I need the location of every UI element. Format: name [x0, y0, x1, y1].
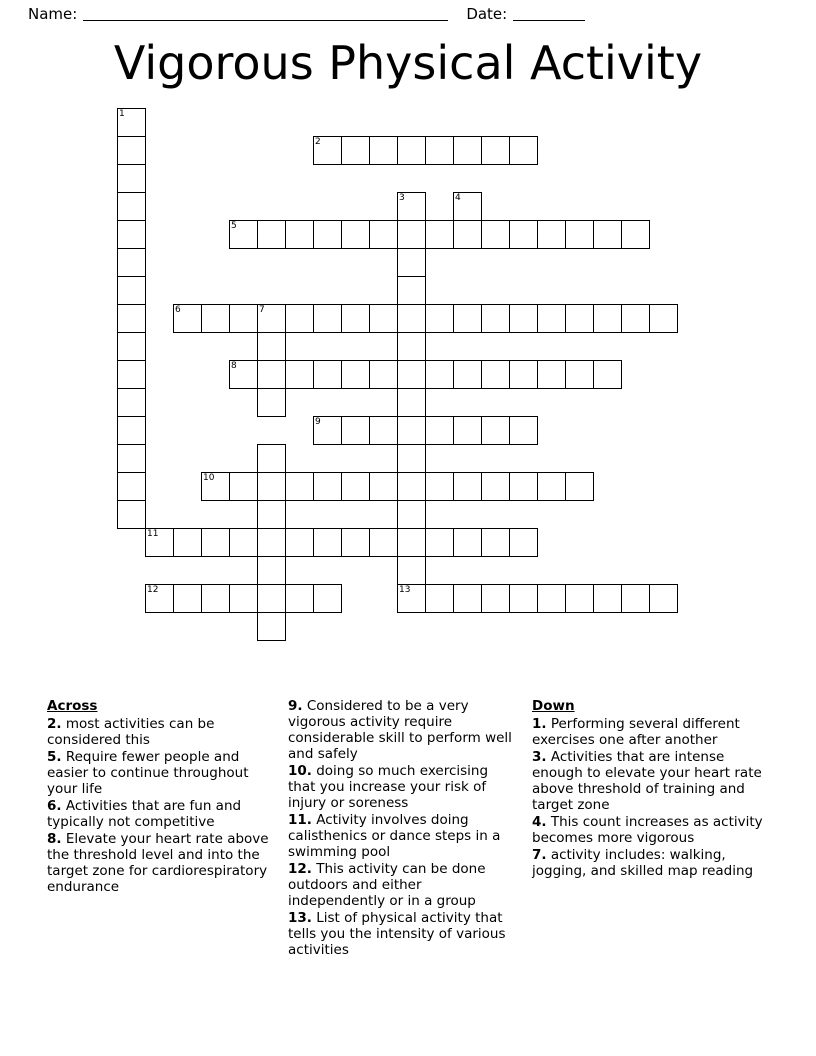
- crossword-cell[interactable]: [453, 584, 482, 613]
- crossword-cell[interactable]: [397, 276, 426, 305]
- crossword-cell[interactable]: [425, 416, 454, 445]
- crossword-cell[interactable]: [257, 556, 286, 585]
- crossword-cell[interactable]: [257, 388, 286, 417]
- clue-item: [288, 763, 516, 811]
- crossword-cell[interactable]: [285, 584, 314, 613]
- name-label: Name:: [28, 5, 78, 23]
- crossword-cell[interactable]: [593, 360, 622, 389]
- crossword-cell[interactable]: [313, 528, 342, 557]
- crossword-grid[interactable]: [0, 108, 816, 668]
- crossword-cell[interactable]: [397, 248, 426, 277]
- clue-item: [532, 847, 772, 879]
- clue-item: [47, 798, 272, 830]
- crossword-cell[interactable]: [117, 248, 146, 277]
- crossword-cell[interactable]: [341, 416, 370, 445]
- crossword-cell[interactable]: [481, 360, 510, 389]
- down-clue-list: [532, 716, 772, 879]
- clue-number: 6.: [47, 798, 62, 814]
- crossword-cell[interactable]: [481, 472, 510, 501]
- crossword-cell[interactable]: [537, 360, 566, 389]
- crossword-cell[interactable]: [425, 304, 454, 333]
- cell-number: 7: [259, 305, 265, 315]
- crossword-cell[interactable]: [425, 528, 454, 557]
- crossword-cell[interactable]: [369, 472, 398, 501]
- crossword-cell[interactable]: [649, 304, 678, 333]
- crossword-cell[interactable]: [621, 584, 650, 613]
- clue-item: [47, 716, 272, 748]
- cell-number: 13: [399, 585, 411, 595]
- clue-text: Activity involves doing calisthenics or dance steps in a swimming pool: [288, 812, 501, 860]
- cell-number: 4: [455, 193, 461, 203]
- crossword-cell[interactable]: [257, 332, 286, 361]
- clue-number: 9.: [288, 698, 303, 714]
- clue-item: [288, 812, 516, 860]
- crossword-cell[interactable]: [341, 136, 370, 165]
- crossword-cell[interactable]: [369, 220, 398, 249]
- crossword-cell[interactable]: [537, 304, 566, 333]
- crossword-cell[interactable]: [481, 528, 510, 557]
- clues-area: [0, 698, 816, 988]
- cell-number: 5: [231, 221, 237, 231]
- crossword-cell[interactable]: [313, 136, 342, 165]
- crossword-cell[interactable]: [229, 528, 258, 557]
- clue-number: 2.: [47, 716, 62, 732]
- crossword-cell[interactable]: [285, 472, 314, 501]
- crossword-cell[interactable]: [397, 500, 426, 529]
- clue-text: This count increases as activity becomes more vigorous: [532, 814, 763, 846]
- clue-text: This activity can be done outdoors and either independently or in a group: [288, 861, 486, 909]
- crossword-cell[interactable]: [369, 136, 398, 165]
- crossword-cell[interactable]: [537, 472, 566, 501]
- across-heading: Across: [47, 698, 98, 714]
- clue-number: 11.: [288, 812, 312, 828]
- cell-number: 9: [315, 417, 321, 427]
- crossword-cell[interactable]: [565, 472, 594, 501]
- crossword-cell[interactable]: [341, 528, 370, 557]
- crossword-cell[interactable]: [621, 304, 650, 333]
- crossword-cell[interactable]: [453, 304, 482, 333]
- page-title: Vigorous Physical Activity: [113, 36, 703, 90]
- crossword-cell[interactable]: [173, 528, 202, 557]
- cell-number: 8: [231, 361, 237, 371]
- crossword-cell[interactable]: [117, 192, 146, 221]
- crossword-cell[interactable]: [369, 416, 398, 445]
- crossword-cell[interactable]: [285, 220, 314, 249]
- clue-item: [288, 910, 516, 958]
- crossword-cell[interactable]: [117, 304, 146, 333]
- crossword-cell[interactable]: [509, 472, 538, 501]
- crossword-cell[interactable]: [453, 472, 482, 501]
- clue-text: doing so much exercising that you increase your risk of injury or soreness: [288, 763, 489, 811]
- crossword-cell[interactable]: [117, 472, 146, 501]
- crossword-cell[interactable]: [285, 304, 314, 333]
- crossword-cell[interactable]: [229, 304, 258, 333]
- crossword-cell[interactable]: [201, 528, 230, 557]
- clue-number: 7.: [532, 847, 547, 863]
- crossword-cell[interactable]: [397, 584, 426, 613]
- crossword-cell[interactable]: [565, 304, 594, 333]
- cell-number: 12: [147, 585, 159, 595]
- crossword-cell[interactable]: [593, 584, 622, 613]
- clue-number: 10.: [288, 763, 312, 779]
- crossword-cell[interactable]: [649, 584, 678, 613]
- crossword-cell[interactable]: [313, 584, 342, 613]
- crossword-cell[interactable]: [509, 136, 538, 165]
- clue-item: [288, 698, 516, 762]
- crossword-cell[interactable]: [397, 136, 426, 165]
- across-clue-list-part1: [47, 716, 272, 895]
- crossword-cell[interactable]: [565, 584, 594, 613]
- clue-number: 3.: [532, 749, 547, 765]
- crossword-cell[interactable]: [425, 360, 454, 389]
- clue-number: 13.: [288, 910, 312, 926]
- crossword-cell[interactable]: [117, 444, 146, 473]
- crossword-cell[interactable]: [453, 416, 482, 445]
- crossword-cell[interactable]: [397, 220, 426, 249]
- clue-number: 12.: [288, 861, 312, 877]
- clue-item: [532, 749, 772, 813]
- clue-item: [47, 831, 272, 895]
- crossword-cell[interactable]: [257, 220, 286, 249]
- crossword-cell[interactable]: [425, 472, 454, 501]
- crossword-cell[interactable]: [257, 500, 286, 529]
- crossword-cell[interactable]: [285, 360, 314, 389]
- crossword-cell[interactable]: [201, 304, 230, 333]
- clue-number: 1.: [532, 716, 547, 732]
- crossword-cell[interactable]: [117, 360, 146, 389]
- crossword-cell[interactable]: [117, 108, 146, 137]
- crossword-cell[interactable]: [341, 472, 370, 501]
- crossword-cell[interactable]: [453, 192, 482, 221]
- cell-number: 2: [315, 137, 321, 147]
- crossword-cell[interactable]: [229, 472, 258, 501]
- crossword-cell[interactable]: [341, 304, 370, 333]
- crossword-cell[interactable]: [481, 584, 510, 613]
- crossword-cell[interactable]: [453, 220, 482, 249]
- crossword-cell[interactable]: [369, 360, 398, 389]
- crossword-cell[interactable]: [313, 416, 342, 445]
- clue-item: [47, 749, 272, 797]
- clue-text: Require fewer people and easier to continue throughout your life: [47, 749, 249, 797]
- crossword-cell[interactable]: [257, 612, 286, 641]
- clue-item: [532, 716, 772, 748]
- crossword-cell[interactable]: [369, 304, 398, 333]
- crossword-cell[interactable]: [509, 220, 538, 249]
- crossword-cell[interactable]: [117, 500, 146, 529]
- cell-number: 3: [399, 193, 405, 203]
- clue-text: Elevate your heart rate above the threshold level and into the target zone for cardiorespiratory endurance: [47, 831, 269, 895]
- crossword-cell[interactable]: [593, 220, 622, 249]
- clue-text: activity includes: walking, jogging, and skilled map reading: [532, 847, 754, 879]
- crossword-cell[interactable]: [453, 528, 482, 557]
- crossword-cell[interactable]: [453, 360, 482, 389]
- clue-text: List of physical activity that tells you the intensity of various activities: [288, 910, 506, 958]
- clue-item: [532, 814, 772, 846]
- crossword-cell[interactable]: [481, 220, 510, 249]
- crossword-cell[interactable]: [313, 220, 342, 249]
- clue-text: most activities can be considered this: [47, 716, 215, 748]
- crossword-cell[interactable]: [145, 584, 174, 613]
- crossword-cell[interactable]: [509, 416, 538, 445]
- cell-number: 6: [175, 305, 181, 315]
- crossword-cell[interactable]: [481, 304, 510, 333]
- crossword-cell[interactable]: [201, 472, 230, 501]
- crossword-cell[interactable]: [397, 472, 426, 501]
- crossword-cell[interactable]: [537, 584, 566, 613]
- crossword-cell[interactable]: [313, 304, 342, 333]
- crossword-cell[interactable]: [397, 332, 426, 361]
- crossword-cell[interactable]: [425, 220, 454, 249]
- crossword-cell[interactable]: [397, 416, 426, 445]
- crossword-cell[interactable]: [481, 416, 510, 445]
- crossword-cell[interactable]: [313, 360, 342, 389]
- date-label: Date:: [466, 5, 508, 23]
- crossword-cell[interactable]: [173, 304, 202, 333]
- clue-number: 8.: [47, 831, 62, 847]
- crossword-cell[interactable]: [117, 416, 146, 445]
- worksheet-header: [0, 0, 816, 28]
- crossword-cell[interactable]: [397, 444, 426, 473]
- crossword-cell[interactable]: [257, 528, 286, 557]
- clue-text: Activities that are intense enough to elevate your heart rate above threshold of training and target zone: [532, 749, 762, 813]
- crossword-cell[interactable]: [621, 220, 650, 249]
- crossword-cell[interactable]: [537, 220, 566, 249]
- crossword-cell[interactable]: [313, 472, 342, 501]
- clue-text: Considered to be a very vigorous activity require considerable skill to perform well and safely: [288, 698, 512, 762]
- crossword-cell[interactable]: [397, 304, 426, 333]
- across-clue-list-part2: [288, 698, 516, 958]
- clue-text: Performing several different exercises one after another: [532, 716, 740, 748]
- crossword-cell[interactable]: [341, 360, 370, 389]
- crossword-cell[interactable]: [117, 388, 146, 417]
- crossword-cell[interactable]: [509, 584, 538, 613]
- crossword-cell[interactable]: [565, 220, 594, 249]
- crossword-cell[interactable]: [257, 444, 286, 473]
- crossword-cell[interactable]: [117, 332, 146, 361]
- crossword-cell[interactable]: [397, 528, 426, 557]
- clues-column-2: [288, 698, 516, 959]
- crossword-cell[interactable]: [229, 220, 258, 249]
- crossword-cell[interactable]: [397, 388, 426, 417]
- crossword-cell[interactable]: [117, 220, 146, 249]
- crossword-cell[interactable]: [397, 360, 426, 389]
- crossword-cell[interactable]: [257, 584, 286, 613]
- crossword-cell[interactable]: [257, 360, 286, 389]
- crossword-cell[interactable]: [229, 584, 258, 613]
- crossword-cell[interactable]: [397, 192, 426, 221]
- down-heading: Down: [532, 698, 575, 714]
- crossword-cell[interactable]: [201, 584, 230, 613]
- crossword-cell[interactable]: [117, 164, 146, 193]
- crossword-cell[interactable]: [145, 528, 174, 557]
- crossword-cell[interactable]: [341, 220, 370, 249]
- crossword-cell[interactable]: [453, 136, 482, 165]
- clue-number: 5.: [47, 749, 62, 765]
- cell-number: 11: [147, 529, 159, 539]
- crossword-cell[interactable]: [425, 584, 454, 613]
- clues-column-1: [47, 698, 272, 896]
- crossword-cell[interactable]: [117, 276, 146, 305]
- crossword-cell[interactable]: [425, 136, 454, 165]
- clue-text: Activities that are fun and typically not competitive: [47, 798, 242, 830]
- date-write-line[interactable]: [513, 8, 585, 21]
- crossword-cell[interactable]: [369, 528, 398, 557]
- crossword-cell[interactable]: [397, 556, 426, 585]
- crossword-cell[interactable]: [593, 304, 622, 333]
- crossword-cell[interactable]: [117, 136, 146, 165]
- clue-item: [288, 861, 516, 909]
- crossword-cell[interactable]: [565, 360, 594, 389]
- name-write-line[interactable]: [83, 8, 448, 21]
- crossword-cell[interactable]: [257, 304, 286, 333]
- crossword-cell[interactable]: [481, 136, 510, 165]
- clues-column-3: [532, 698, 772, 880]
- crossword-cell[interactable]: [509, 360, 538, 389]
- crossword-cell[interactable]: [257, 472, 286, 501]
- crossword-cell[interactable]: [509, 304, 538, 333]
- crossword-cell[interactable]: [229, 360, 258, 389]
- crossword-cell[interactable]: [285, 528, 314, 557]
- crossword-cell[interactable]: [173, 584, 202, 613]
- cell-number: 1: [119, 109, 125, 119]
- crossword-cell[interactable]: [509, 528, 538, 557]
- clue-number: 4.: [532, 814, 547, 830]
- cell-number: 10: [203, 473, 215, 483]
